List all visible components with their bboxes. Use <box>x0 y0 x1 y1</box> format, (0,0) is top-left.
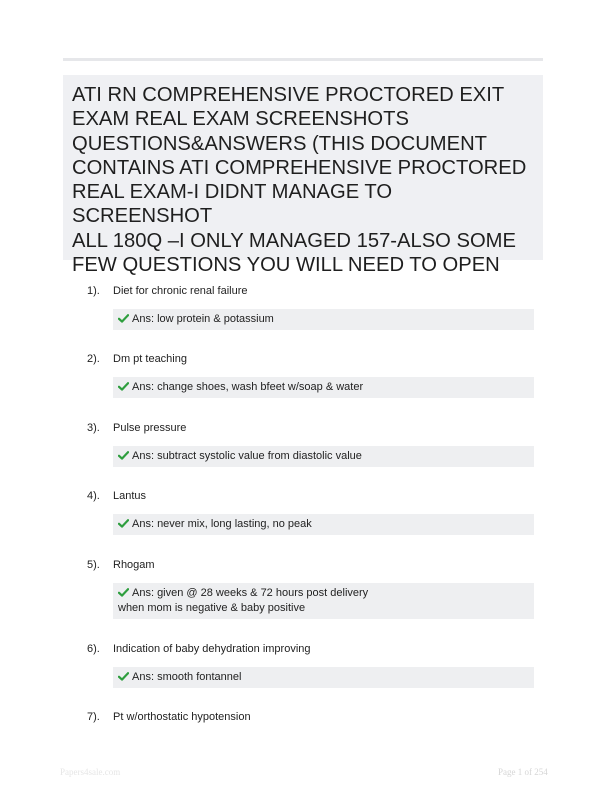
question-number: 5). <box>87 559 100 571</box>
answer-text: Ans: never mix, long lasting, no peak <box>132 518 312 530</box>
question-text: Lantus <box>113 490 147 502</box>
question-text: Pulse pressure <box>113 422 187 434</box>
answer-box <box>113 446 534 467</box>
title-line: EXAM REAL EXAM SCREENSHOTS <box>72 108 409 131</box>
question-number: 4). <box>87 490 100 502</box>
answer-text: when mom is negative & baby positive <box>118 602 306 614</box>
question-text: Pt w/orthostatic hypotension <box>113 711 251 723</box>
question-text: Indication of baby dehydration improving <box>113 643 311 655</box>
answer-box <box>113 309 534 330</box>
question-number: 2). <box>87 353 100 365</box>
footer-watermark: Papers4sale.com <box>60 767 121 777</box>
answer-box <box>113 583 534 619</box>
check-icon <box>118 382 129 391</box>
question-number: 3). <box>87 422 100 434</box>
question-number: 6). <box>87 643 100 655</box>
answer-box <box>113 667 534 688</box>
question-number: 7). <box>87 711 100 723</box>
question-number: 1). <box>87 285 100 297</box>
check-icon <box>118 519 129 528</box>
check-icon <box>118 451 129 460</box>
answer-text: Ans: given @ 28 weeks & 72 hours post delivery <box>132 587 369 599</box>
check-icon <box>118 314 129 323</box>
title-line: FEW QUESTIONS YOU WILL NEED TO OPEN <box>72 254 500 277</box>
answer-text: Ans: smooth fontannel <box>132 671 242 683</box>
document-title-box <box>63 75 543 277</box>
question-text: Diet for chronic renal failure <box>113 285 248 297</box>
title-line: QUESTIONS&ANSWERS (THIS DOCUMENT <box>72 132 487 155</box>
check-icon <box>118 672 129 681</box>
answer-text: Ans: change shoes, wash bfeet w/soap & water <box>132 381 364 393</box>
question-text: Rhogam <box>113 559 155 571</box>
page-indicator: Page 1 of 254 <box>498 767 548 777</box>
document-title <box>72 83 535 277</box>
title-line: ALL 180Q –I ONLY MANAGED 157-ALSO SOME <box>72 229 516 252</box>
title-line: REAL EXAM-I DIDNT MANAGE TO SCREENSHOT <box>72 181 393 228</box>
answer-text: Ans: subtract systolic value from diastolic value <box>132 450 362 462</box>
question-text: Dm pt teaching <box>113 353 187 365</box>
title-line: CONTAINS ATI COMPREHENSIVE PROCTORED <box>72 156 527 179</box>
top-divider <box>63 58 543 61</box>
check-icon <box>118 588 129 597</box>
answer-box <box>113 514 534 535</box>
title-line: ATI RN COMPREHENSIVE PROCTORED EXIT <box>72 84 505 106</box>
answer-box <box>113 377 534 398</box>
answer-text: Ans: low protein & potassium <box>132 313 274 325</box>
